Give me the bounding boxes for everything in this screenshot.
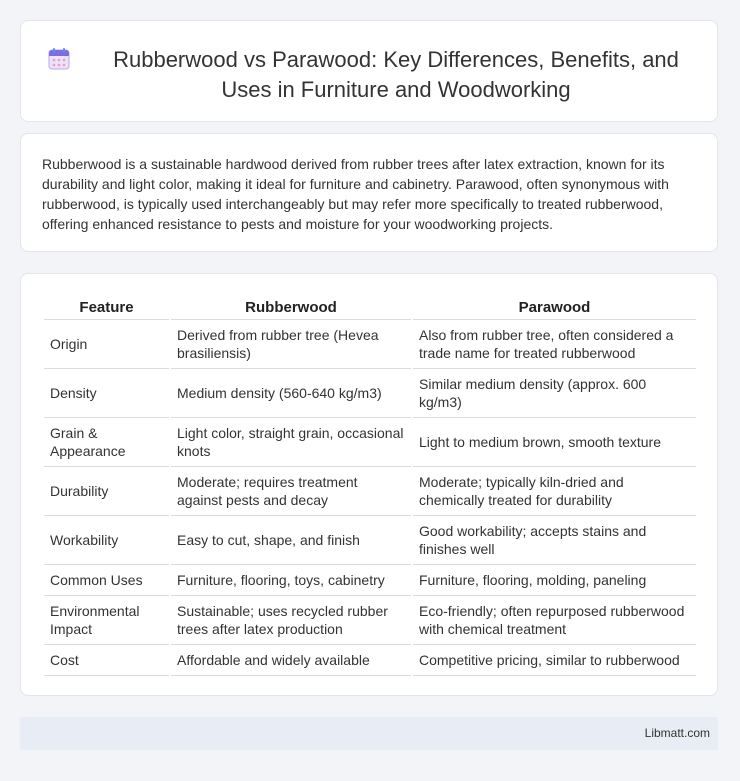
parawood-cell: Furniture, flooring, molding, paneling xyxy=(413,565,696,596)
intro-paragraph: Rubberwood is a sustainable hardwood derived from rubber trees after latex extraction, known for its durability and light color, making it ideal for furniture and cabinetry. Parawood, often synonymous with rubberwood, is typically used interchangeably but may refer more specifically to treated rubberwood, offering enhanced resistance to pests and moisture for your woodworking projects. xyxy=(42,156,669,232)
feature-cell: Durability xyxy=(44,467,169,516)
title-card xyxy=(20,20,718,122)
parawood-cell: Eco-friendly; often repurposed rubberwood with chemical treatment xyxy=(413,596,696,645)
comparison-table xyxy=(42,295,698,676)
table-row xyxy=(44,516,696,565)
table-row xyxy=(44,418,696,467)
feature-cell: Density xyxy=(44,369,169,418)
feature-cell: Grain & Appearance xyxy=(44,418,169,467)
feature-cell: Workability xyxy=(44,516,169,565)
table-row xyxy=(44,565,696,596)
table-row xyxy=(44,320,696,369)
parawood-cell: Light to medium brown, smooth texture xyxy=(413,418,696,467)
feature-cell: Origin xyxy=(44,320,169,369)
table-row xyxy=(44,369,696,418)
table-row xyxy=(44,467,696,516)
rubberwood-cell: Medium density (560-640 kg/m3) xyxy=(171,369,411,418)
table-header-row xyxy=(44,295,696,320)
rubberwood-cell: Moderate; requires treatment against pests and decay xyxy=(171,467,411,516)
comparison-table-card xyxy=(20,273,718,696)
table-row xyxy=(44,596,696,645)
rubberwood-cell: Sustainable; uses recycled rubber trees after latex production xyxy=(171,596,411,645)
parawood-cell: Competitive pricing, similar to rubberwood xyxy=(413,645,696,676)
parawood-cell: Moderate; typically kiln-dried and chemically treated for durability xyxy=(413,467,696,516)
rubberwood-cell: Easy to cut, shape, and finish xyxy=(171,516,411,565)
rubberwood-cell: Derived from rubber tree (Hevea brasiliensis) xyxy=(171,320,411,369)
footer xyxy=(20,717,718,750)
parawood-cell: Also from rubber tree, often considered a trade name for treated rubberwood xyxy=(413,320,696,369)
header-feature: Feature xyxy=(44,295,169,320)
table-row xyxy=(44,645,696,676)
feature-cell: Common Uses xyxy=(44,565,169,596)
header-parawood: Parawood xyxy=(413,295,696,320)
feature-cell: Environmental Impact xyxy=(44,596,169,645)
rubberwood-cell: Furniture, flooring, toys, cabinetry xyxy=(171,565,411,596)
parawood-cell: Similar medium density (approx. 600 kg/m3) xyxy=(413,369,696,418)
intro-card xyxy=(20,133,718,252)
header-rubberwood: Rubberwood xyxy=(171,295,411,320)
calendar-icon xyxy=(47,47,71,71)
footer-source-link[interactable]: Libmatt.com xyxy=(644,726,710,740)
rubberwood-cell: Light color, straight grain, occasional knots xyxy=(171,418,411,467)
rubberwood-cell: Affordable and widely available xyxy=(171,645,411,676)
parawood-cell: Good workability; accepts stains and finishes well xyxy=(413,516,696,565)
page-title: Rubberwood vs Parawood: Key Differences, Benefits, and Uses in Furniture and Woodworking xyxy=(113,47,679,102)
feature-cell: Cost xyxy=(44,645,169,676)
